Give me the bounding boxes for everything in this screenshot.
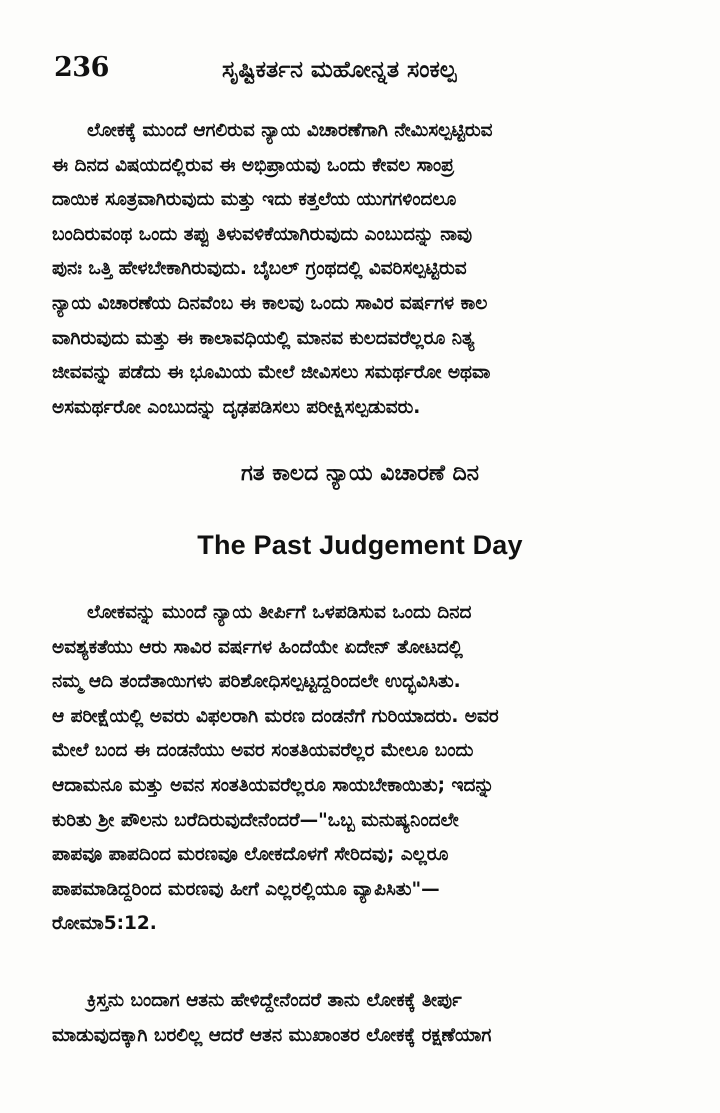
text-line: ಜೀವವನ್ನು ಪಡೆದು ಈ ಭೂಮಿಯ ಮೇಲೆ ಜೀವಿಸಲು ಸಮರ್ಥರೋ ಅಥವಾ <box>52 362 491 384</box>
body-paragraph-2 <box>52 596 668 942</box>
text-line: ನಮ್ಮ ಆದಿ ತಂದೆತಾಯಿಗಳು ಪರಿಶೋಧಿಸಲ್ಪಟ್ಟದ್ದರಿಂದಲೇ ಉದ್ಭವಿಸಿತು. <box>52 671 461 693</box>
text-line: ದಾಯಿಕ ಸೂತ್ರವಾಗಿರುವುದು ಮತ್ತು ಇದು ಕತ್ತಲೆಯ ಯುಗಗಳಿಂದಲೂ <box>52 189 457 211</box>
text-line: ಆದಾಮನೂ ಮತ್ತು ಅವನ ಸಂತತಿಯವರೆಲ್ಲರೂ ಸಾಯಬೇಕಾಯಿತು; ಇದನ್ನು <box>52 774 495 796</box>
text-line: ಪುನಃ ಒತ್ತಿ ಹೇಳಬೇಕಾಗಿರುವುದು. ಬೈಬಲ್ ಗ್ರಂಥದಲ್ಲಿ ವಿವರಿಸಲ್ಪಟ್ಟಿರುವ <box>52 258 467 280</box>
body-paragraph-1 <box>52 114 668 425</box>
running-title: ಸೃಷ್ಟಿಕರ್ತನ ಮಹೋನ್ನತ ಸಂಕಲ್ಪ <box>222 57 457 83</box>
text-line: ಅವಶ್ಯಕತೆಯು ಆರು ಸಾವಿರ ವರ್ಷಗಳ ಹಿಂದೆಯೇ ಏದೇನ್ ತೋಟದಲ್ಲಿ <box>52 636 463 658</box>
text-line: ವಾಗಿರುವುದು ಮತ್ತು ಈ ಕಾಲಾವಧಿಯಲ್ಲಿ ಮಾನವ ಕುಲದವರೆಲ್ಲರೂ ನಿತ್ಯ <box>52 327 475 349</box>
text-line: ಕುರಿತು ಶ್ರೀ ಪೌಲನು ಬರೆದಿರುವುದೇನೆಂದರೆ—"ಒಬ್ಬ ಮನುಷ್ಯನಿಂದಲೇ <box>52 809 459 831</box>
section-heading-english: The Past Judgement Day <box>197 530 523 560</box>
page-number: 236 <box>54 52 109 83</box>
text-line: ಮಾಡುವುದಕ್ಕಾಗಿ ಬರಲಿಲ್ಲ ಆದರೆ ಆತನ ಮುಖಾಂತರ ಲೋಕಕ್ಕೆ ರಕ್ಷಣೆಯಾಗ <box>52 1024 492 1046</box>
text-line: ಪಾಪಮಾಡಿದ್ದರಿಂದ ಮರಣವು ಹೀಗೆ ಎಲ್ಲರಲ್ಲಿಯೂ ವ್ಯಾಪಿಸಿತು"— <box>52 878 440 900</box>
text-line: ಪಾಪವೂ ಪಾಪದಿಂದ ಮರಣವೂ ಲೋಕದೊಳಗೆ ಸೇರಿದವು; ಎಲ್ಲರೂ <box>52 844 449 866</box>
text-line: ಅಸಮರ್ಥರೋ ಎಂಬುದನ್ನು ದೃಢಪಡಿಸಲು ಪರೀಕ್ಷಿಸಲ್ಪಡುವರು. <box>52 396 421 418</box>
text-line: ಮೇಲೆ ಬಂದ ಈ ದಂಡನೆಯು ಅವರ ಸಂತತಿಯವರೆಲ್ಲರ ಮೇಲೂ ಬಂದು <box>52 740 474 762</box>
text-line: ನ್ಯಾಯ ವಿಚಾರಣೆಯ ದಿನವೆಂಬ ಈ ಕಾಲವು ಒಂದು ಸಾವಿರ ವರ್ಷಗಳ ಕಾಲ <box>52 292 488 314</box>
text-line: ಆ ಪರೀಕ್ಷೆಯಲ್ಲಿ ಅವರು ವಿಫಲರಾಗಿ ಮರಣ ದಂಡನೆಗೆ ಗುರಿಯಾದರು. ಅವರ <box>52 705 499 727</box>
body-paragraph-3 <box>52 984 668 1053</box>
text-line: ರೋಮಾ5:12. <box>52 913 157 935</box>
text-line: ಬಂದಿರುವಂಥ ಒಂದು ತಪ್ಪು ತಿಳುವಳಿಕೆಯಾಗಿರುವುದು ಎಂಬುದನ್ನು ನಾವು <box>52 223 473 245</box>
text-line: ಕ್ರಿಸ್ತನು ಬಂದಾಗ ಆತನು ಹೇಳಿದ್ದೇನೆಂದರೆ ತಾನು ಲೋಕಕ್ಕೆ ತೀರ್ಪು <box>87 990 462 1011</box>
text-line: ಲೋಕಕ್ಕೆ ಮುಂದೆ ಆಗಲಿರುವ ನ್ಯಾಯ ವಿಚಾರಣೆಗಾಗಿ ನೇಮಿಸಲ್ಪಟ್ಟಿರುವ <box>87 120 493 141</box>
text-line: ಲೋಕವನ್ನು ಮುಂದೆ ನ್ಯಾಯ ತೀರ್ಪಿಗೆ ಒಳಪಡಿಸುವ ಒಂದು ದಿನದ <box>87 602 472 623</box>
text-line: ಈ ದಿನದ ವಿಷಯದಲ್ಲಿರುವ ಈ ಅಭಿಪ್ರಾಯವು ಒಂದು ಕೇವಲ ಸಾಂಪ್ರ <box>52 154 454 176</box>
section-heading-kannada: ಗತ ಕಾಲದ ನ್ಯಾಯ ವಿಚಾರಣೆ ದಿನ <box>240 461 479 486</box>
